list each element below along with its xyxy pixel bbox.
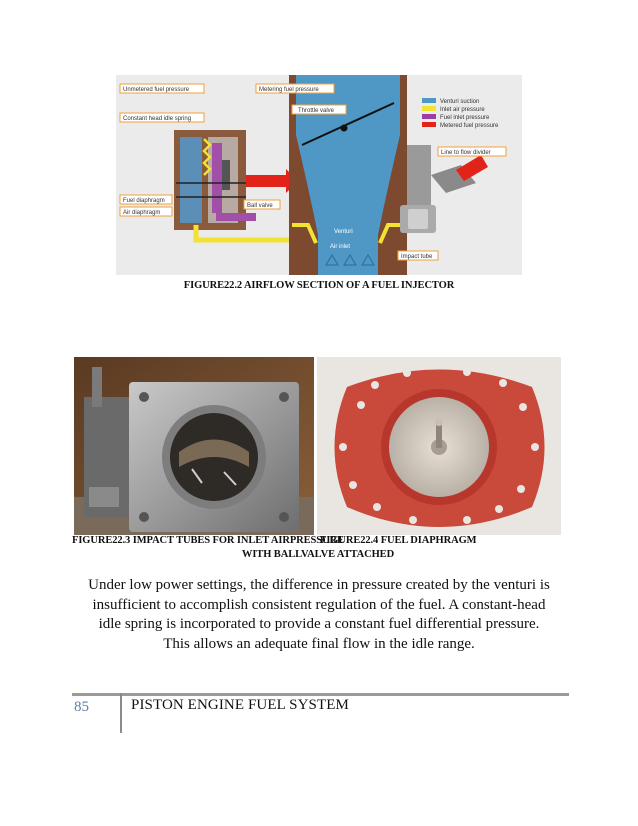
figure-caption-22-3: FIGURE22.3 IMPACT TUBES FOR INLET AIRPRESSURE	[72, 535, 344, 546]
legend-swatch-inlet-air	[422, 106, 436, 111]
label-spring: Constant head idle spring	[123, 116, 192, 122]
label-ball-valve: Ball valve	[247, 203, 273, 209]
body-line: Under low power settings, the difference in pressure created by the venturi is	[88, 577, 550, 593]
label-fuel-diaphragm: Fuel diaphragm	[123, 198, 165, 204]
legend-swatch-fuel-inlet	[422, 114, 436, 119]
legend-inlet-air: Inlet air pressure	[440, 107, 485, 113]
impact-tubes-photo	[74, 357, 314, 535]
fuel-injector-diagram	[116, 75, 522, 275]
figure-caption-22-4-line2: WITH BALLVALVE ATTACHED	[241, 549, 395, 560]
label-throttle: Throttle valve	[298, 108, 335, 114]
body-line: insufficient to accomplish consistent regulation of the fuel. A constant-head	[92, 596, 546, 613]
impact-tubes-photo-svg	[74, 357, 314, 535]
label-unmetered: Unmetered fuel pressure	[123, 87, 190, 93]
figure-caption-22-4: FIGURE22.4 FUEL DIAPHRAGM	[320, 535, 477, 546]
fuel-injector-diagram-svg	[116, 75, 522, 275]
body-line: This allows an adequate final flow in the idle range.	[163, 635, 475, 652]
legend-swatch-metered-fuel	[422, 122, 436, 127]
legend-metered-fuel: Metered fuel pressure	[440, 123, 499, 129]
label-impact-tube: Impact tube	[401, 254, 433, 260]
body-paragraph	[66, 576, 572, 654]
figure-caption-22-2: FIGURE22.2 AIRFLOW SECTION OF A FUEL INJECTOR	[183, 280, 455, 291]
footer-title: PISTON ENGINE FUEL SYSTEM	[131, 697, 349, 713]
label-venturi: Venturi	[334, 229, 353, 235]
label-line-flow-divider: Line to flow divider	[441, 150, 491, 156]
legend-swatch-venturi	[422, 98, 436, 103]
label-air-diaphragm: Air diaphragm	[123, 210, 161, 216]
fuel-diaphragm-photo	[317, 357, 561, 535]
legend-venturi-suction: Venturi suction	[440, 99, 480, 105]
footer-rule	[72, 693, 569, 696]
air-chamber	[180, 137, 202, 223]
legend-fuel-inlet: Fuel inlet pressure	[440, 115, 490, 121]
footer-divider	[120, 693, 122, 733]
page-number: 85	[74, 699, 89, 715]
fuel-chamber	[212, 143, 222, 213]
body-line: idle spring is incorporated to provide a constant fuel differential pressure.	[98, 616, 540, 632]
label-air-inlet: Air inlet	[330, 244, 351, 250]
label-metering: Metering fuel pressure	[259, 87, 319, 93]
fuel-diaphragm-photo-svg	[317, 357, 561, 535]
